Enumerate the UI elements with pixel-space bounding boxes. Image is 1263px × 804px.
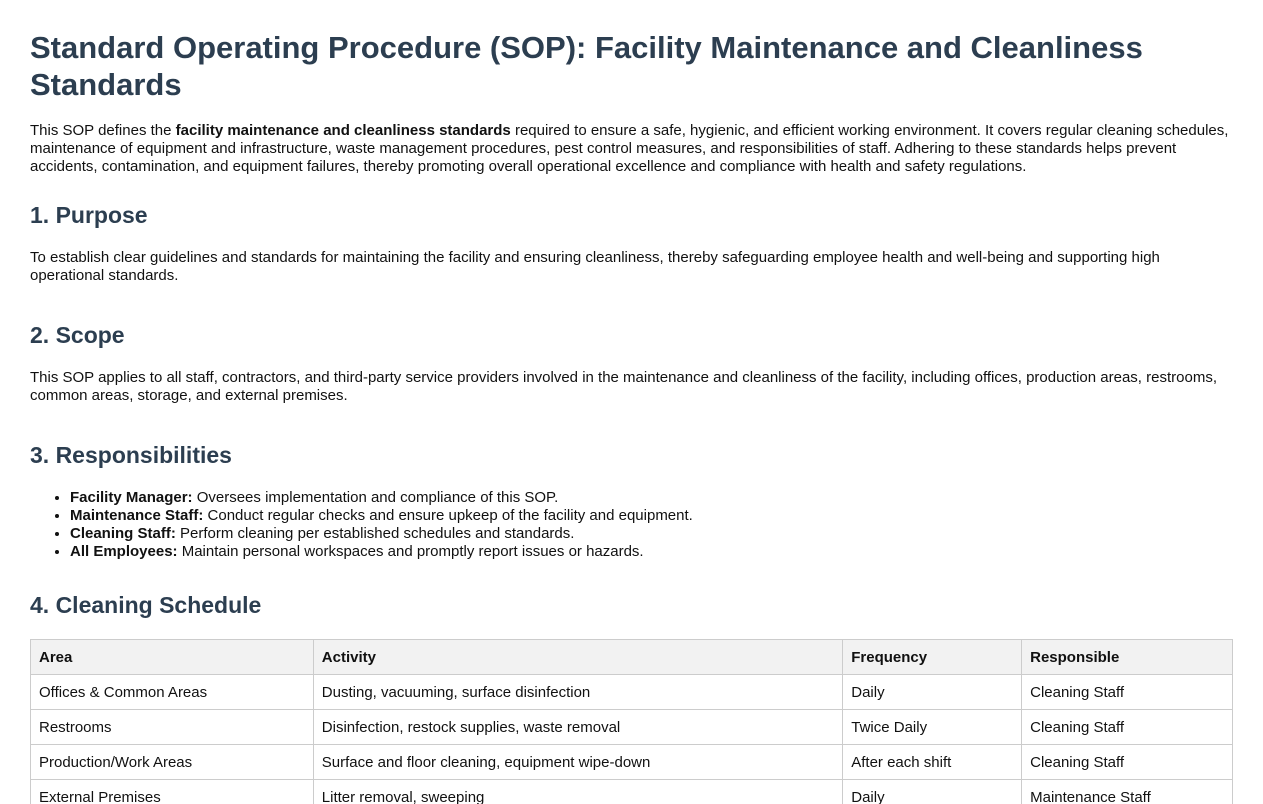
page-title: Standard Operating Procedure (SOP): Facility Maintenance and Cleanliness Standards xyxy=(30,30,1143,102)
intro-rest: required to ensure a safe, hygienic, and efficient working environment. It covers regular cleaning schedules, maintenance of equipment and infrastructure, waste management procedures, pest control measures, and responsibilities of staff. Adhering to these standards helps prevent accidents, contamination, and equipment failures, thereby promoting overall operational excellence and compliance with health and safety regulations. xyxy=(30,122,1229,175)
role-label: Facility Manager: xyxy=(70,489,193,506)
cell-frequency: Daily xyxy=(843,675,1022,710)
cell-area: Restrooms xyxy=(31,710,314,745)
column-header-frequency: Frequency xyxy=(843,640,1022,675)
list-item xyxy=(70,525,1233,543)
table-row xyxy=(31,745,1233,780)
cell-responsible: Maintenance Staff xyxy=(1022,780,1233,804)
role-description: Conduct regular checks and ensure upkeep of the facility and equipment. xyxy=(203,507,693,524)
table-row xyxy=(31,675,1233,710)
cell-area: Offices & Common Areas xyxy=(31,675,314,710)
column-header-responsible: Responsible xyxy=(1022,640,1233,675)
intro-emphasis: facility maintenance and cleanliness standards xyxy=(175,122,511,139)
cell-activity: Disinfection, restock supplies, waste removal xyxy=(313,710,842,745)
intro-lead: This SOP defines the xyxy=(30,122,176,139)
role-description: Maintain personal workspaces and promptly report issues or hazards. xyxy=(177,543,644,560)
cell-activity: Dusting, vacuuming, surface disinfection xyxy=(313,675,842,710)
role-label: All Employees: xyxy=(70,543,178,560)
cell-activity: Litter removal, sweeping xyxy=(313,780,842,804)
role-label: Cleaning Staff: xyxy=(70,525,176,542)
cell-activity: Surface and floor cleaning, equipment wipe-down xyxy=(313,745,842,780)
cell-frequency: Twice Daily xyxy=(843,710,1022,745)
role-description: Perform cleaning per established schedules and standards. xyxy=(175,525,575,542)
table-row xyxy=(31,710,1233,745)
column-header-area: Area xyxy=(31,640,314,675)
cleaning-schedule-table xyxy=(30,639,1233,804)
role-label: Maintenance Staff: xyxy=(70,507,204,524)
role-description: Oversees implementation and compliance of this SOP. xyxy=(192,489,559,506)
list-item xyxy=(70,489,1233,507)
cell-frequency: After each shift xyxy=(843,745,1022,780)
list-item xyxy=(70,507,1233,525)
cell-area: External Premises xyxy=(31,780,314,804)
purpose-heading: 1. Purpose xyxy=(30,202,148,228)
table-header-row xyxy=(31,640,1233,675)
cell-frequency: Daily xyxy=(843,780,1022,804)
list-item xyxy=(70,543,1233,561)
scope-heading: 2. Scope xyxy=(30,322,125,348)
column-header-activity: Activity xyxy=(313,640,842,675)
cell-responsible: Cleaning Staff xyxy=(1022,675,1233,710)
responsibilities-list xyxy=(30,489,1233,561)
cell-responsible: Cleaning Staff xyxy=(1022,710,1233,745)
scope-text: This SOP applies to all staff, contractors, and third-party service providers involved in the maintenance and cleanliness of the facility, including offices, production areas, restrooms, common areas, storage, and external premises. xyxy=(30,369,1217,404)
intro-paragraph xyxy=(30,122,1233,176)
cell-area: Production/Work Areas xyxy=(31,745,314,780)
cleaning-schedule-heading: 4. Cleaning Schedule xyxy=(30,592,262,618)
responsibilities-heading: 3. Responsibilities xyxy=(30,442,232,468)
cell-responsible: Cleaning Staff xyxy=(1022,745,1233,780)
table-row xyxy=(31,780,1233,804)
purpose-text: To establish clear guidelines and standards for maintaining the facility and ensuring cleanliness, thereby safeguarding employee health and well-being and supporting high operational standards. xyxy=(30,249,1160,284)
sop-document xyxy=(0,29,1263,804)
